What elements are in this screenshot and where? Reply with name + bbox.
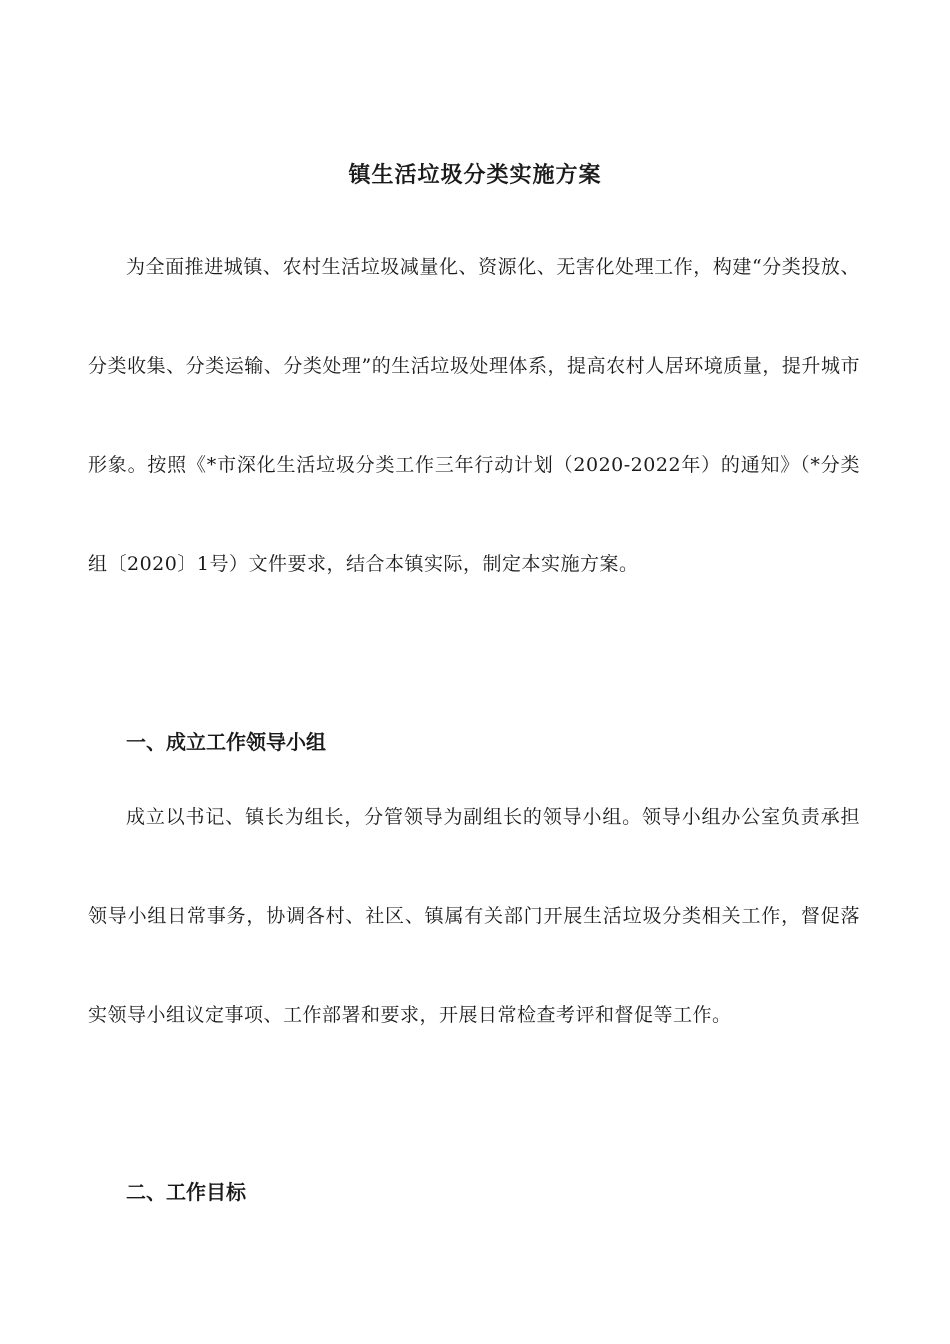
document-title: 镇生活垃圾分类实施方案	[348, 163, 602, 188]
section-heading-1: 一、成立工作领导小组	[126, 730, 326, 754]
section-heading-2: 二、工作目标	[126, 1180, 246, 1204]
paragraph-text: 为全面推进城镇、农村生活垃圾减量化、资源化、无害化处理工作，构建“分类投放、分类收集、分类运输、分类处理”的生活垃圾处理体系，提高农村人居环境质量，提升城市形象。按照《*市深化生活垃圾分类工作三年行动计划（2020-2022年）的通知》（*分类组〔2020〕1号）文件要求，结合本镇实际，制定本实施方案。	[88, 256, 860, 575]
leadership-paragraph	[88, 768, 860, 1065]
paragraph-text: 成立以书记、镇长为组长，分管领导为副组长的领导小组。领导小组办公室负责承担领导小组日常事务，协调各村、社区、镇属有关部门开展生活垃圾分类相关工作，督促落实领导小组议定事项、工作部署和要求，开展日常检查考评和督促等工作。	[88, 806, 860, 1026]
intro-paragraph	[88, 218, 860, 614]
